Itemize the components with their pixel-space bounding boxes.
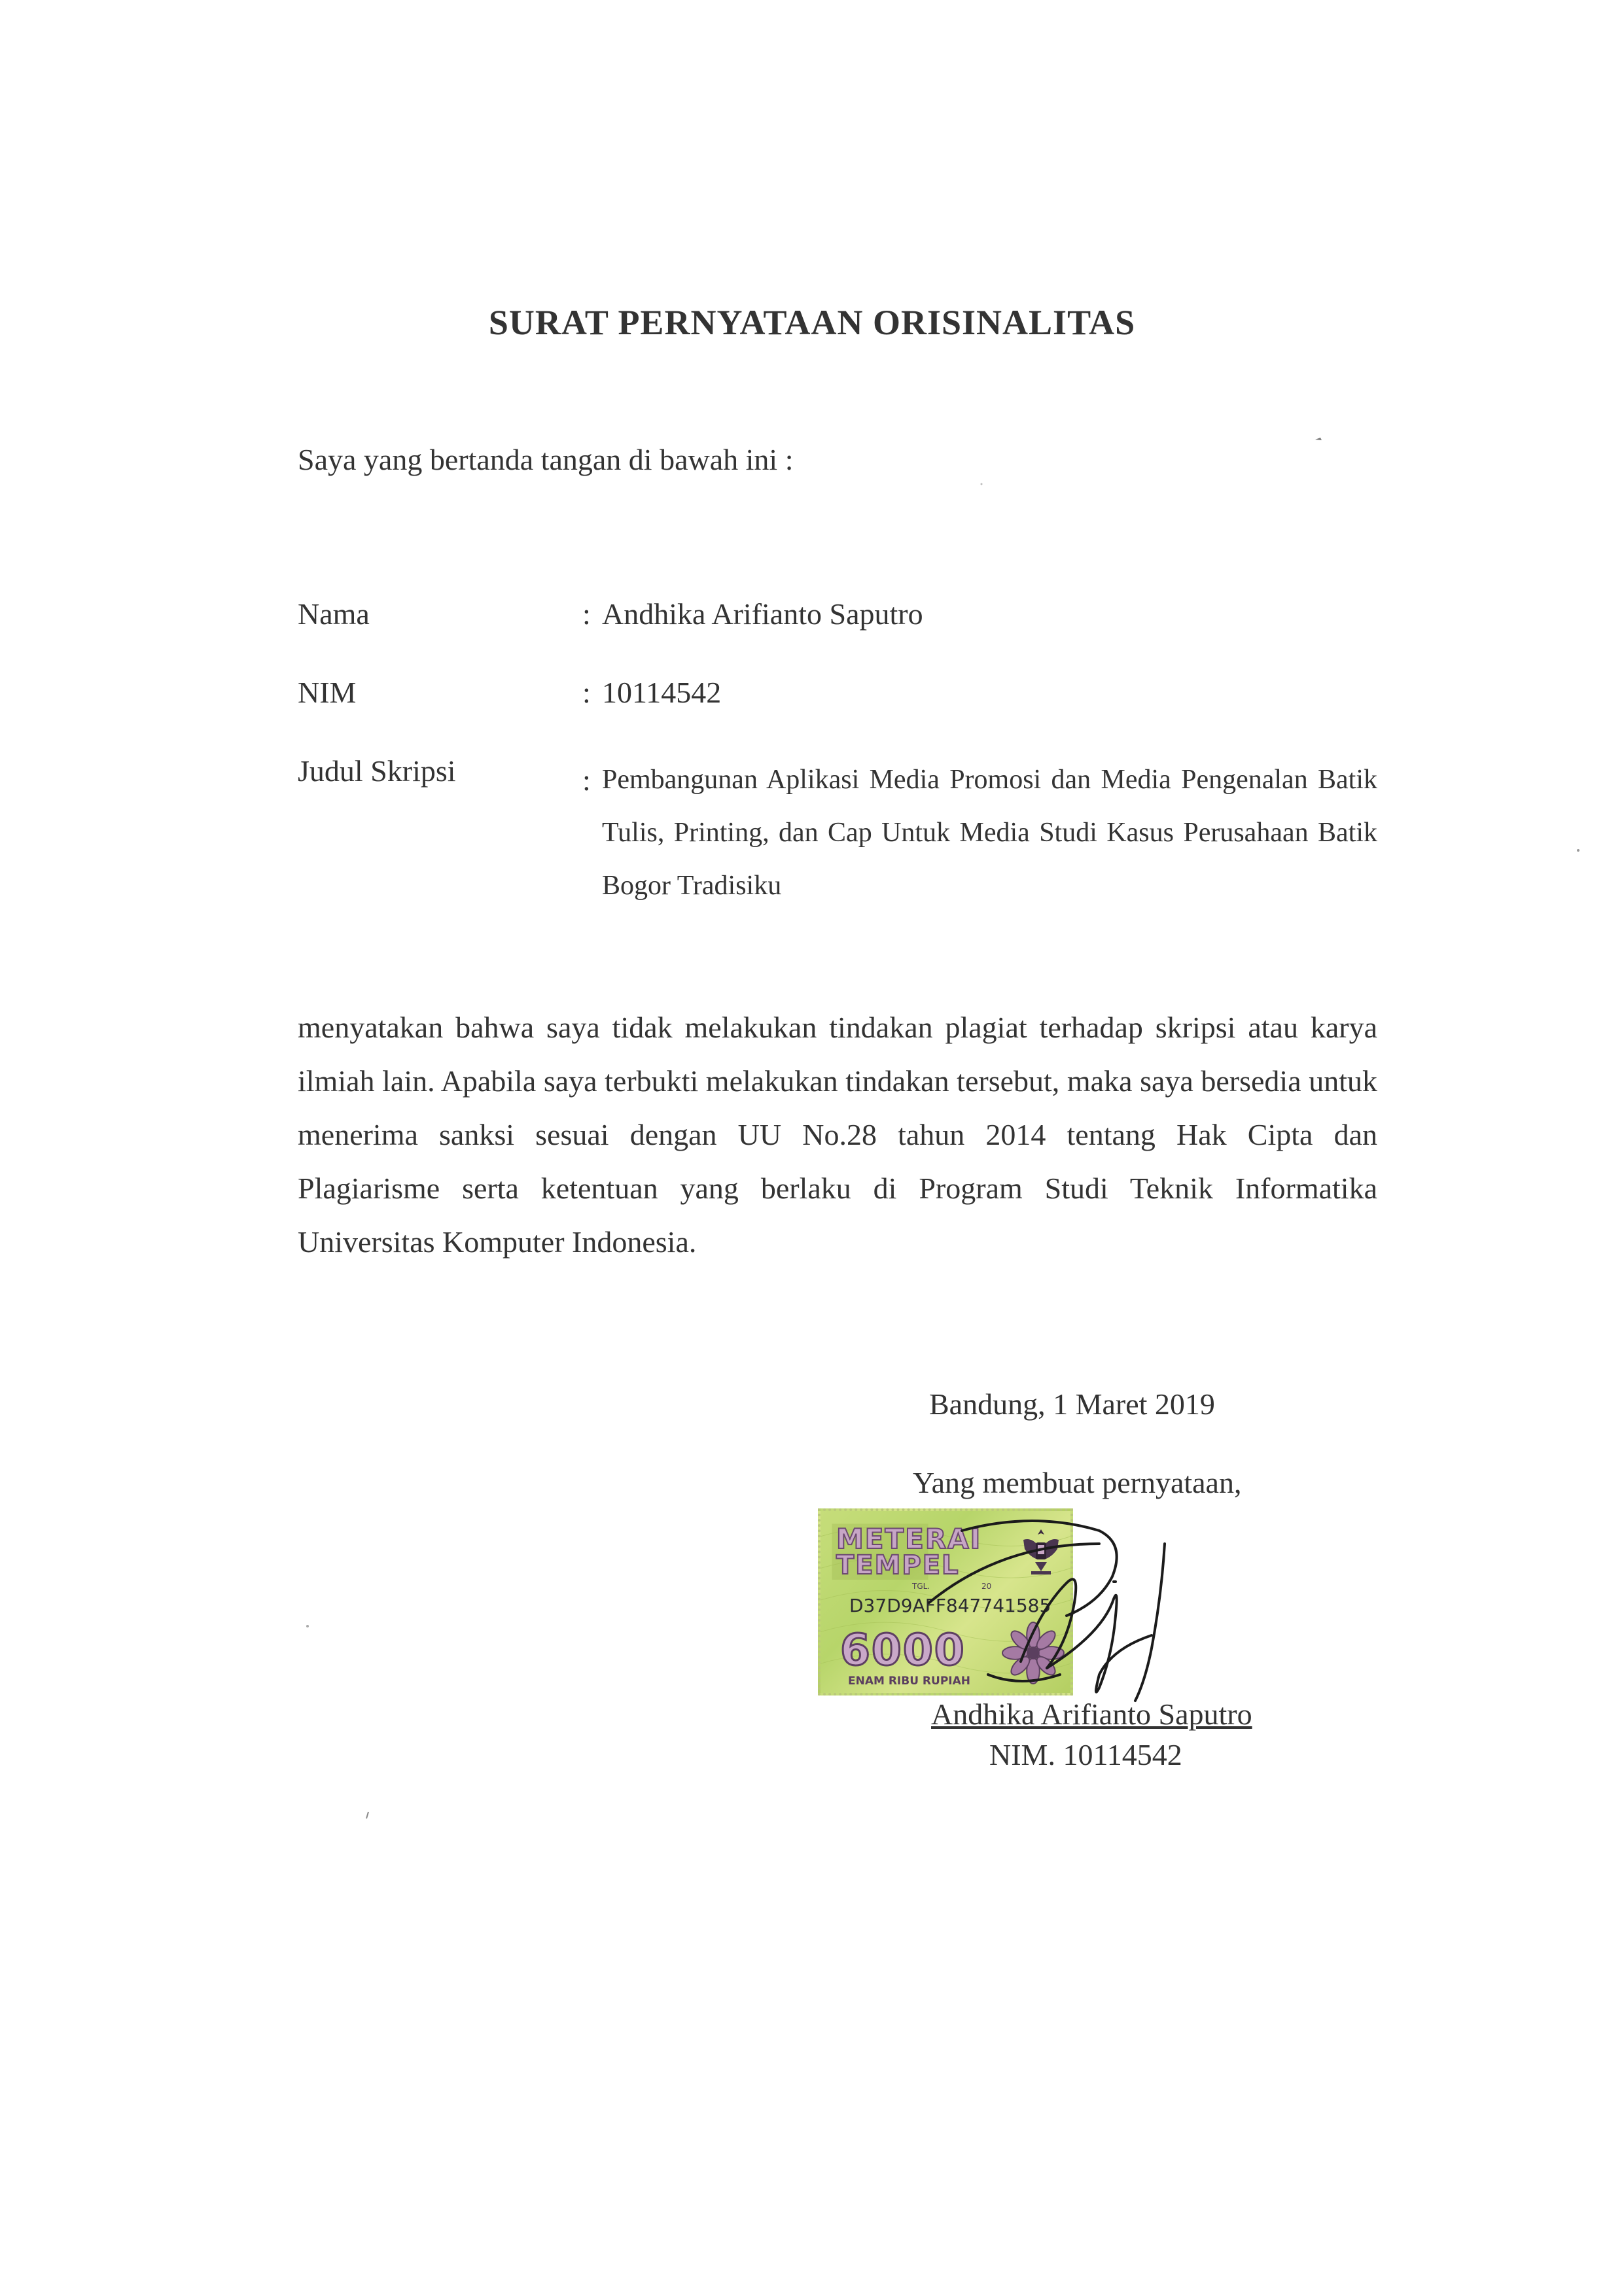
nim-value: 10114542 [602, 676, 722, 709]
nama-colon: : [582, 597, 591, 631]
nim-colon: : [582, 676, 591, 709]
stamp-date-label: TGL. [912, 1582, 930, 1591]
stamp-title-line2: TEMPEL [836, 1550, 960, 1580]
stamp-year-prefix: 20 [981, 1582, 992, 1591]
maker-label: Yang membuat pernyataan, [913, 1466, 1242, 1499]
signer-nim: NIM. 10114542 [989, 1738, 1182, 1771]
stamp-value-words: ENAM RIBU RUPIAH [848, 1675, 970, 1688]
handwritten-signature [903, 1505, 1217, 1720]
stamp-title-line1: METERAI [836, 1523, 982, 1555]
judul-value: Pembangunan Aplikasi Media Promosi dan Media Pengenalan Batik Tulis, Printing, dan Cap Untuk Media Studi Kasus Perusahaan Batik Bogor Tradisiku [602, 765, 1377, 901]
nama-value: Andhika Arifianto Saputro [602, 597, 923, 631]
stamp-value: 6000 [840, 1625, 966, 1675]
nama-label: Nama [298, 597, 370, 631]
signer-name: Andhika Arifianto Saputro [931, 1697, 1252, 1731]
stamp-serial-number: D37D9AFF847741585 [849, 1595, 1051, 1616]
place-date: Bandung, 1 Maret 2019 [929, 1387, 1215, 1421]
statement-paragraph: menyatakan bahwa saya tidak melakukan tindakan plagiat terhadap skripsi atau karya ilmiah lain. Apabila saya terbukti melakukan tindakan tersebut, maka saya bersedia untuk menerima sanksi sesuai dengan UU No.28 tahun 2014 tentang Hak Cipta dan Plagiarisme serta ketentuan yang berlaku di Program Studi Teknik Informatika Universitas Komputer Indonesia. [298, 1011, 1377, 1259]
nim-label: NIM [298, 676, 357, 709]
intro-text: Saya yang bertanda tangan di bawah ini : [298, 443, 794, 476]
document-title: SURAT PERNYATAAN ORISINALITAS [488, 303, 1136, 342]
judul-label: Judul Skripsi [298, 754, 456, 788]
judul-colon: : [582, 763, 591, 797]
